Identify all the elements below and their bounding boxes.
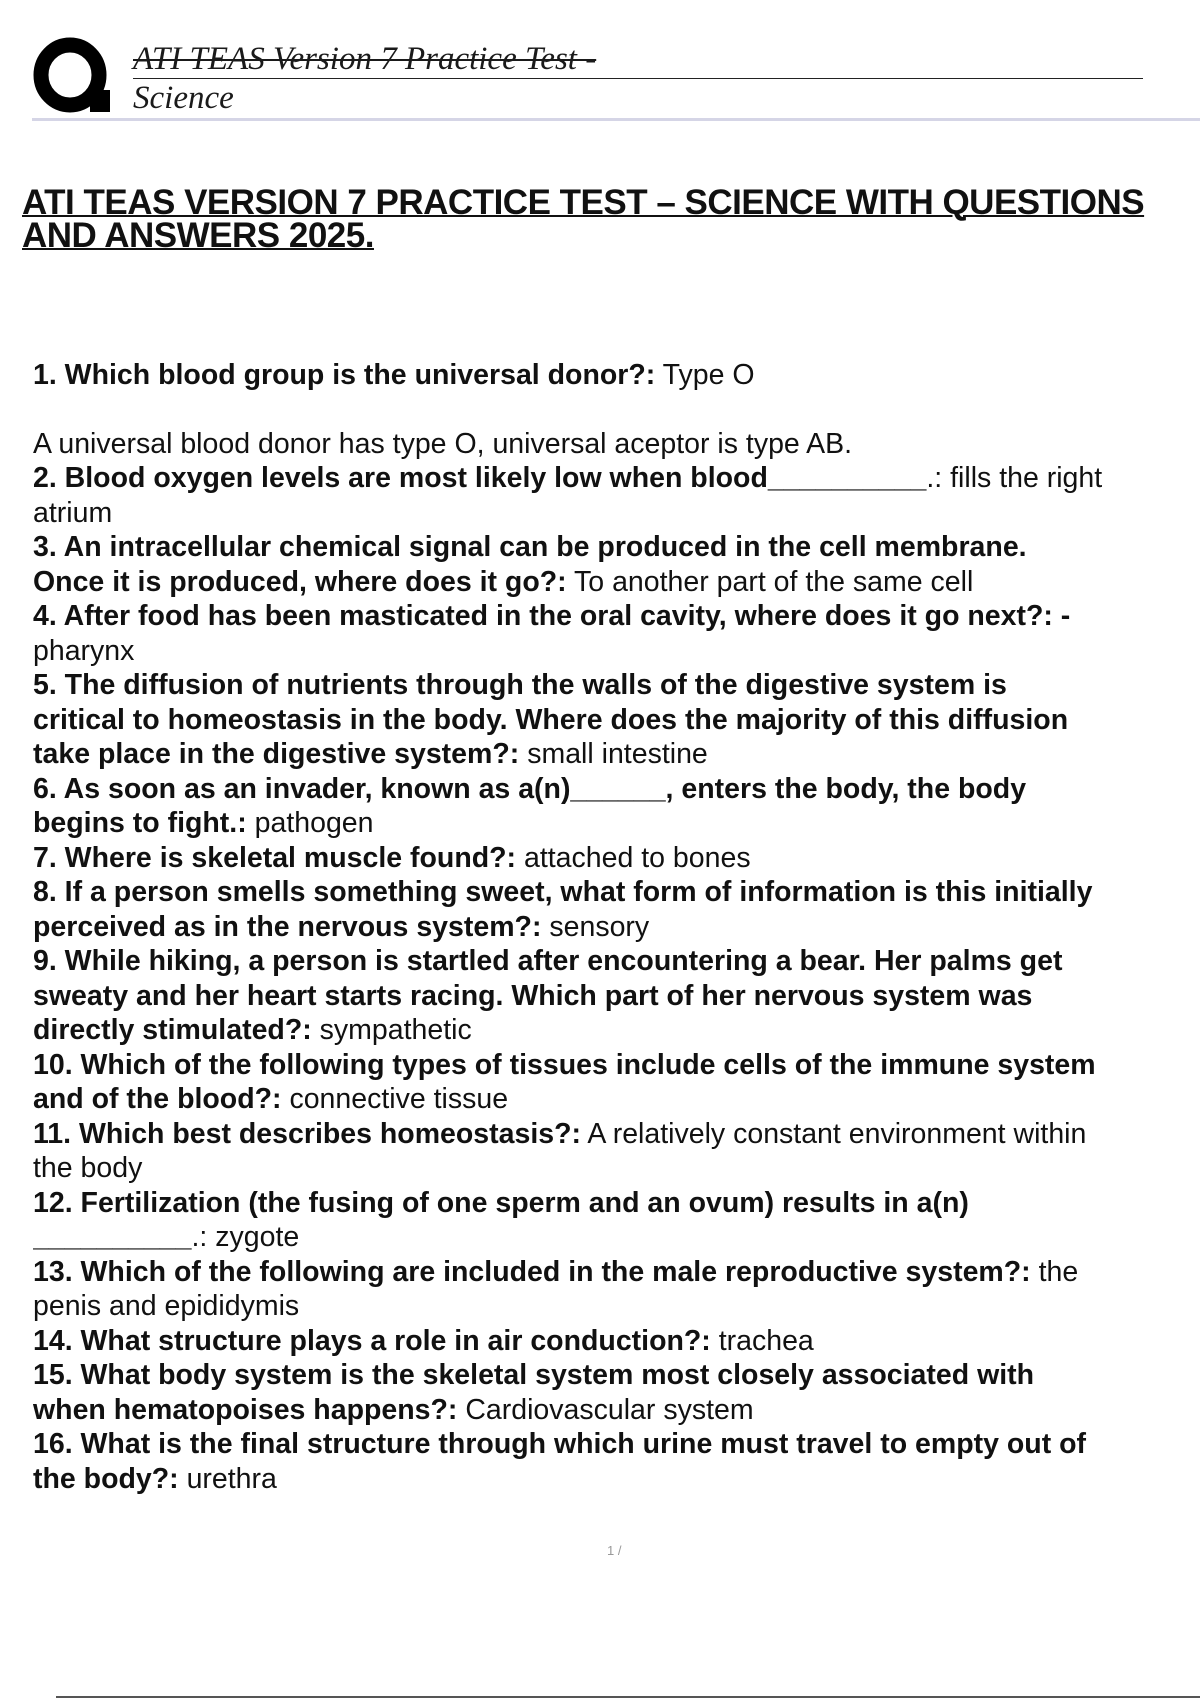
qa-line — [33, 703, 1200, 738]
answer-text: connective tissue — [281, 1083, 509, 1115]
answer-text: Cardiovascular system — [457, 1393, 754, 1426]
footer-divider — [56, 1696, 1200, 1698]
header-title-line1: ATI TEAS Version 7 Practice Test - — [133, 40, 1143, 79]
header-title-line2: Science — [133, 80, 234, 116]
question-text: 1. Which blood group is the universal donor?: — [33, 359, 656, 391]
question-text: 5. The diffusion of nutrients through the walls of the digestive system is — [33, 669, 1007, 701]
qa-line — [33, 1324, 1200, 1359]
qa-line — [33, 1358, 1200, 1393]
question-text: begins to fight.: — [33, 807, 247, 839]
answer-text: attached to bones — [516, 841, 751, 874]
qa-line — [33, 1427, 1200, 1462]
question-text: 4. After food has been masticated in the oral cavity, where does it go next?: - — [33, 600, 1071, 632]
qa-line — [33, 1393, 1200, 1428]
answer-text: pathogen — [246, 807, 374, 839]
answer-text: .: fills the right — [926, 462, 1103, 494]
question-text: when hematopoises happens?: — [33, 1393, 458, 1426]
line-gap — [33, 393, 1200, 427]
qa-line — [33, 1117, 1200, 1152]
answer-text: sensory — [541, 910, 650, 943]
qa-line — [33, 427, 1200, 462]
question-text: 14. What structure plays a role in air conduction?: — [33, 1324, 711, 1357]
qa-line — [33, 1255, 1200, 1290]
question-text: critical to homeostasis in the body. Where does the majority of this diffusion — [33, 703, 1069, 736]
question-text: Once it is produced, where does it go?: — [33, 565, 567, 598]
question-text: 3. An intracellular chemical signal can be produced in the cell membrane. — [33, 531, 1027, 563]
question-text: 7. Where is skeletal muscle found?: — [33, 841, 517, 874]
qa-line — [33, 358, 1200, 393]
q-logo-icon — [32, 34, 114, 116]
question-text: 16. What is the final structure through which urine must travel to empty out of — [33, 1428, 1087, 1460]
qa-line — [33, 1220, 1200, 1255]
question-text: 9. While hiking, a person is startled after encountering a bear. Her palms get — [33, 945, 1063, 977]
question-text: perceived as in the nervous system?: — [33, 910, 542, 943]
answer-text: pharynx — [33, 634, 135, 667]
question-text: sweaty and her heart starts racing. Which part of her nervous system was — [33, 979, 1033, 1012]
document-heading: ATI TEAS VERSION 7 PRACTICE TEST – SCIENCE WITH QUESTIONS AND ANSWERS 2025. — [22, 183, 1145, 255]
answer-text: Type O — [655, 359, 755, 391]
answer-text: A relatively constant environment within — [581, 1117, 1087, 1150]
question-text: 2. Blood oxygen levels are most likely low when blood__________ — [33, 462, 927, 494]
question-text: 13. Which of the following are included in the male reproductive system?: — [33, 1255, 1031, 1288]
answer-text: trachea — [710, 1324, 814, 1357]
question-text: directly stimulated?: — [33, 1014, 312, 1046]
qa-line — [33, 1289, 1200, 1324]
qa-line — [33, 944, 1200, 979]
qa-line — [33, 806, 1200, 841]
qa-line — [33, 1186, 1200, 1221]
qa-line — [33, 496, 1200, 531]
question-text: __________ — [33, 1221, 192, 1253]
header-divider — [32, 118, 1200, 121]
qa-line — [33, 1151, 1200, 1186]
answer-text: penis and epididymis — [33, 1290, 300, 1322]
question-text: take place in the digestive system?: — [33, 738, 520, 770]
question-text: 10. Which of the following types of tissues include cells of the immune system — [33, 1048, 1096, 1081]
qa-line — [33, 1048, 1200, 1083]
qa-line — [33, 737, 1200, 772]
qa-line — [33, 910, 1200, 945]
qa-line — [33, 461, 1200, 496]
question-answer-list — [33, 358, 1200, 1496]
qa-line — [33, 1013, 1200, 1048]
qa-line — [33, 565, 1200, 600]
qa-line — [33, 875, 1200, 910]
qa-line — [33, 1082, 1200, 1117]
qa-line — [33, 634, 1200, 669]
answer-text: atrium — [33, 496, 113, 529]
answer-text: small intestine — [519, 738, 708, 770]
answer-text: To another part of the same cell — [566, 565, 974, 598]
qa-line — [33, 979, 1200, 1014]
question-text: 8. If a person smells something sweet, what form of information is this initially — [33, 876, 1093, 908]
header-title — [133, 40, 1143, 117]
qa-line — [33, 530, 1200, 565]
answer-text: sympathetic — [311, 1014, 472, 1046]
question-text: 6. As soon as an invader, known as a(n)______, enters the body, the body — [33, 772, 1027, 805]
answer-text: the body — [33, 1152, 143, 1184]
qa-line — [33, 599, 1200, 634]
answer-text: the — [1030, 1255, 1079, 1288]
question-text: and of the blood?: — [33, 1083, 282, 1115]
page-number: 1 / — [607, 1543, 622, 1558]
answer-text: .: zygote — [191, 1221, 300, 1253]
qa-line — [33, 772, 1200, 807]
page-header — [0, 0, 1200, 122]
question-text: the body?: — [33, 1462, 179, 1495]
qa-line — [33, 1462, 1200, 1497]
qa-line — [33, 841, 1200, 876]
question-text: 12. Fertilization (the fusing of one sperm and an ovum) results in a(n) — [33, 1186, 969, 1219]
question-text: 15. What body system is the skeletal system most closely associated with — [33, 1359, 1035, 1391]
qa-line — [33, 668, 1200, 703]
question-text: 11. Which best describes homeostasis?: — [33, 1117, 582, 1150]
answer-text: A universal blood donor has type O, universal aceptor is type AB. — [33, 427, 853, 460]
answer-text: urethra — [178, 1462, 277, 1495]
